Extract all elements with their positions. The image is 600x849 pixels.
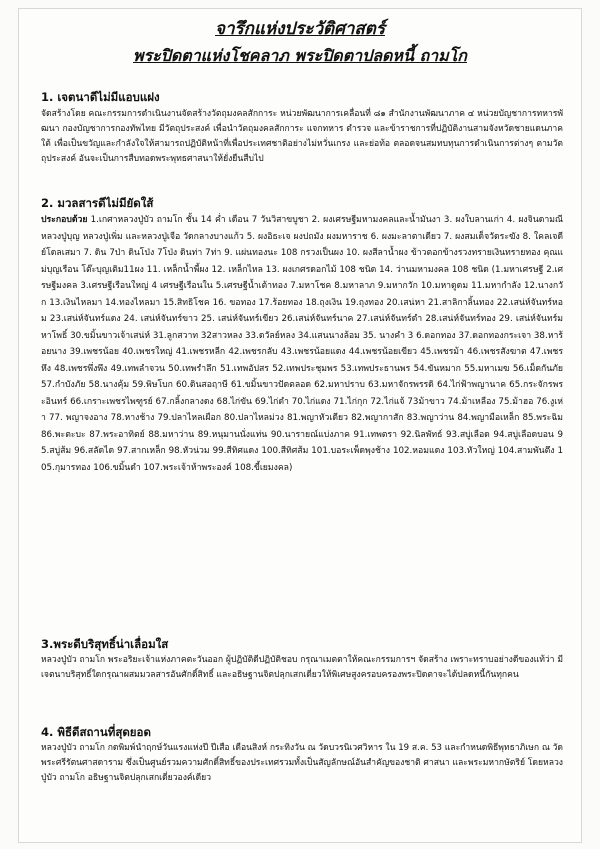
document-page [18,8,582,843]
section-1-heading: 1. เจตนาดีไม่มีแอบแฝง [41,90,160,104]
section-2-text [41,212,563,476]
section-1-text: จัดสร้างโดย คณะกรรมการดำเนินงานจัดสร้างวัตถุมงคลสักการะ หน่วยพัฒนาการเคลื่อนที่ ๘๑ สำนักงานพัฒนาภาค ๔ หน่วยบัญชาการทหารพัฒนา กองบัญชาการกองทัพไทย มีวัตถุประสงค์ เพื่อนำวัตถุมงคลสักการะ แจกทหาร ตำรวจ และข้าราชการที่ปฏิบัติงานสามจังหวัดชายแดนภาคใต้ เพื่อเป็นขวัญและกำลังใจให้สามารถปฏิบัติหน้าที่เพื่อประเทศชาติอย่างไม่หวั่นเกรง และย่อท้อ ตลอดจนสมทบทุนการดำเนินการต่างๆ ตามวัตถุประสงค์ อันจะเป็นการสืบทอดพระพุทธศาสนาให้ยั่งยืนสืบไป [41,109,563,164]
section-2-ingredients: 1.เกศาหลวงปู่บัว ถามโก ชั้น 14 ค่ำ เดือน 7 วันวิสาขบูชา 2. ผงเศรษฐีมหามงคลและน้ำมันงา 3. ผงใบลานเก่า 4. ผงจินดามณีหลวงปู่บุญ หลวงปู่เพิ่ม และหลวงปู่เจือ วัดกลางบางแก้ว 5. ผงอิธะเจ ผงปถมัง ผงมหาราช 6. ผงมะลาตาเดียว 7. ผงสมเด็จวัดระฆัง 8. ใคลเจดีย์โดลเสมา 7. ดิน 7ป่า ดินโป่ง 7โป่ง ดินท่า 7ท่า 9. แผ่นทองนะ 108 กรวงเป็นผง 10. ผงสีลาน้ำผง ข้าวตอกข้างรวงทรายเงินทรายทอง คุณแม่บุญเรือน โต๊ะบุญเติม11ผง 11. เหล็กน้ำพี้ผง 12. เหล็กไหล 13. ผงเกศรดอกไม้ 108 ชนิด 14. ว่านมหามงคล 108 ชนิด (1.มหาเศรษฐี 2.เศรษฐีมงคล 3.เศรษฐีเรือนใหญ่ 4 เศรษฐีเรือนใน 5.เศรษฐีน้ำเต้าทอง 7.มหาโชค 8.มหาลาภ 9.มหากวัก 10.มหาดูดม 11.มหากำลัง 12.นางกวัก 13.เงินไหลมา 14.ทองไหลมา 15.สิทธิโชค 16. ขอทอง 17.ร้อยทอง 18.ถุงเงิน 19.ถุงทอง 20.เสน่หา 21.สาลิกาลิ้นทอง 22.เสน่ห์จันทร์หอม 23.เสน่ห์จันทร์แดง 24. เสน่ห์จันทร์ขาว 25. เสน่ห์จันทร์เขียว 26.เสน่ห์จันทร์นาค 27.เสน่ห์จันทร์ดำ 28.เสน่ห์จันทร์ทอง 29. เสน่ห์จันทร์มหาโพธิ์ 30.ขมิ้นขาวเจ้าเสน่ห์ 31.ลูกสวาท 32สาวหลง 33.ดวัลย์หลง 34.แสนนางล้อม 35. นางคำ 3 6.ดอกทอง 37.ดอกทองกระเจา 38.หาร้อยนาง 39.เพชรน้อย 40.เพชรใหญ่ 41.เพชรหลีก 42.เพชรกลับ 43.เพชรน้อยแดง 44.เพชรน้อยเขียว 45.เพชรม้า 46.เพชรสังฆาต 47.เพชรหึง 48.เพชรพึ่งพึง 49.เทพลำจวน 50.เทพรำลึก 51.เทพอัปสร 52.เทพประชุมพร 53.เทพประธานพร 54.ขันหมาก 55.มหาเมฆ 56.เม็ดกันภัย 57.กำบังภัย 58.นางคุ้ม 59.พิษโบก 60.ดินสอฤาษี 61.ขมิ้นขาวปัดตลอด 62.มหาปราบ 63.มหาจักรพรรดิ 64.ไก่ฟ้าพญานาค 65.กระจักรพระอินทร์ 66.เกราะเพชรไพฑูรย์ 67.กลิ้งกลางดง 68.ไก่ขัน 69.ไก่ดำ 70.ไก่แดง 71.ไก่กุก 72.ไก่แจ้ 73ม้าขาว 74.ม้าเหลือง 75.ม้าฮอ 76.งูเห่า 77. พญาจงอาง 78.หางช้าง 79.ปลาไหลเผือก 80.ปลาไหลม่วง 81.พญาหัวเดียว 82.พญากาสัก 83.พญาว่าน 84.พญามือเหล็ก 85.พระฉิม 86.พะตะบะ 87.พระอาทิตย์ 88.มหาว่าน 89.หนุมานนั่งแท่น 90.นารายณ์แบ่งภาค 91.เทพตรา 92.นิลพัทธ์ 93.สบู่เลือด 94.สบู่เลือดบอน 95.สบู่ส้ม 96.สลัดได 97.สากเหล็ก 98.หัวน่วม 99.สีทิศแดง 100.สีทิศส้ม 101.บอระเพ็ดพุงช้าง 102.หอมแดง 103.หัวใหญ่ 104.สามพันตึง 105.กุมารทอง 106.ขมิ้นดำ 107.พระเจ้าห้าพระองค์ 108.ขี้เยมงคล) [41,215,563,473]
section-4-text: หลวงปู่บัว ถามโก กดพิมพ์นำฤกษ์วันแรงแห่งปี ปีเสือ เดือนสิงห์ กระทิงวัน ณ วัดบวรนิเวศวิหาร ใน 19 ส.ค. 53 และกำหนดพิธีพุทธาภิเษก ณ วัดพระศรีรัตนศาสดาราม ซึ่งเป็นศูนย์รวมความศักดิ์สิทธิ์ของประเทศรวมทั้งเป็นสัญลักษณ์อันสำคัญของชาติ ศาสนา และพระมหากษัตริย์ โดยหลวงปู่บัว ถามโก อธิษฐานจิตปลุกเสกเดี่ยวองค์เดียว [41,743,563,783]
section-3-text: หลวงปู่บัว ถามโก พระอริยะเจ้าแห่งภาคตะวันออก ผู้ปฏิบัติดีปฏิบัติชอบ กรุณาเมตตาให้คณะกรรมการฯ จัดสร้าง เพราะทราบอย่างดีของแท้ว่า มีเจตนาบริสุทธิ์ใดกรุณาผสมมวลสารอันศักดิ์สิทธิ์ และอธิษฐานจิตปลุกเสกเดี่ยวให้พิเศษสูงครอบครองพระปิดตาจะได้ปลดหนี้กันทุกคน [41,655,563,680]
section-3-heading: 3.พระดีบริสุทธิ์น่าเลื่อมใส [41,637,169,651]
document-subtitle: พระปิดตาแห่งโชคลาภ พระปิดตาปลดหนี้ ถามโก [133,46,467,65]
section-4-heading: 4. พิธีดีสถานที่สุดยอด [41,725,151,739]
section-2-heading: 2. มวลสารดีไม่มียัดใส้ [41,196,154,210]
section-2-lead: ประกอบด้วย [41,215,88,225]
document-title: จารึกแห่งประวัติศาสตร์ [215,19,385,39]
